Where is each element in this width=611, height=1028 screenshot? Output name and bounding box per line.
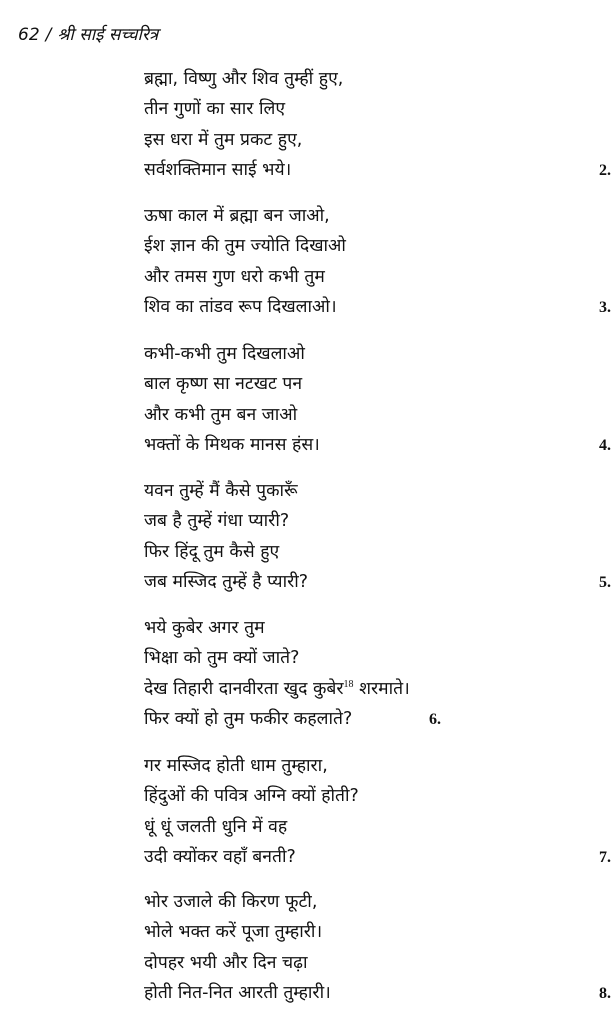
stanza-number: 7. xyxy=(599,848,611,866)
page-number: 62 xyxy=(18,25,40,45)
verse-line: फिर हिंदू तुम कैसे हुए xyxy=(144,541,280,562)
verse-line: ऊषा काल में ब्रह्मा बन जाओ, xyxy=(144,206,330,226)
verse-line-last xyxy=(144,567,611,597)
verse-line: दोपहर भयी और दिन चढ़ा xyxy=(144,952,308,973)
verse-line-last xyxy=(144,430,611,460)
verse-line-last xyxy=(144,292,611,322)
verse-text: भक्तों के मिथक मानस हंस। xyxy=(144,434,320,455)
verse-line-last xyxy=(144,978,611,1008)
stanza-7 xyxy=(144,751,611,872)
stanza-number: 5. xyxy=(599,573,611,591)
stanza-5 xyxy=(144,476,611,597)
verse-line-with-footnote xyxy=(144,674,584,704)
verse-line: ईश ज्ञान की तुम ज्योति दिखाओ xyxy=(144,236,346,257)
verse-text: सर्वशक्तिमान साई भये। xyxy=(144,159,292,180)
stanza-4 xyxy=(144,339,611,460)
stanza-2 xyxy=(144,64,611,185)
stanza-6 xyxy=(144,613,584,734)
stanza-number: 8. xyxy=(599,984,611,1002)
stanza-number: 4. xyxy=(599,436,611,454)
verse-text: होती नित-नित आरती तुम्हारी। xyxy=(144,982,331,1003)
verse-line: भिक्षा को तुम क्यों जाते? xyxy=(144,648,300,669)
verse-line: हिंदुओं की पवित्र अग्नि क्यों होती? xyxy=(144,786,359,807)
verse-text: देख तिहारी दानवीरता खुद कुबेर xyxy=(144,678,344,699)
verse-line: ब्रह्मा, विष्णु और शिव तुम्हीं हुए, xyxy=(144,69,344,89)
stanza-number: 6. xyxy=(429,710,441,728)
stanza-3 xyxy=(144,201,611,322)
verse-line: यवन तुम्हें मैं कैसे पुकारूँ xyxy=(144,481,298,501)
verse-line: और तमस गुण धरो कभी तुम xyxy=(144,266,325,287)
verse-line-last xyxy=(144,842,611,872)
verse-line-last xyxy=(144,704,584,734)
verse-line: कभी-कभी तुम दिखलाओ xyxy=(144,344,305,364)
footnote-marker: 18 xyxy=(343,678,354,690)
verse-line: भोले भक्त करें पूजा तुम्हारी। xyxy=(144,922,323,943)
stanza-8 xyxy=(144,887,611,1008)
verse-line: गर मस्जिद होती धाम तुम्हारा, xyxy=(144,756,328,776)
verse-line: बाल कृष्ण सा नटखट पन xyxy=(144,374,303,395)
stanza-number: 3. xyxy=(599,298,611,316)
verse-line: और कभी तुम बन जाओ xyxy=(144,404,298,425)
page-header xyxy=(18,22,158,45)
verse-text: जब मस्जिद तुम्हें है प्यारी? xyxy=(144,571,309,592)
verse-text: शिव का तांडव रूप दिखलाओ। xyxy=(144,296,337,317)
verse-text: उदी क्योंकर वहाँ बनती? xyxy=(144,846,296,867)
verse-line-last xyxy=(144,155,611,185)
stanza-number: 2. xyxy=(599,161,611,179)
verse-line: जब है तुम्हें गंधा प्यारी? xyxy=(144,511,290,532)
verse-text-continued: शरमाते। xyxy=(353,678,410,699)
verse-line: इस धरा में तुम प्रकट हुए, xyxy=(144,129,303,150)
verse-line: भये कुबेर अगर तुम xyxy=(144,618,265,638)
verse-line: तीन गुणों का सार लिए xyxy=(144,99,286,120)
verse-line: भोर उजाले की किरण फूटी, xyxy=(144,892,318,912)
header-separator: / xyxy=(45,25,52,45)
verse-line: धूं धूं जलती धुनि में वह xyxy=(144,816,288,837)
book-title: श्री साई सच्चरित्र xyxy=(57,25,159,45)
verse-text: फिर क्यों हो तुम फकीर कहलाते? xyxy=(144,708,353,729)
